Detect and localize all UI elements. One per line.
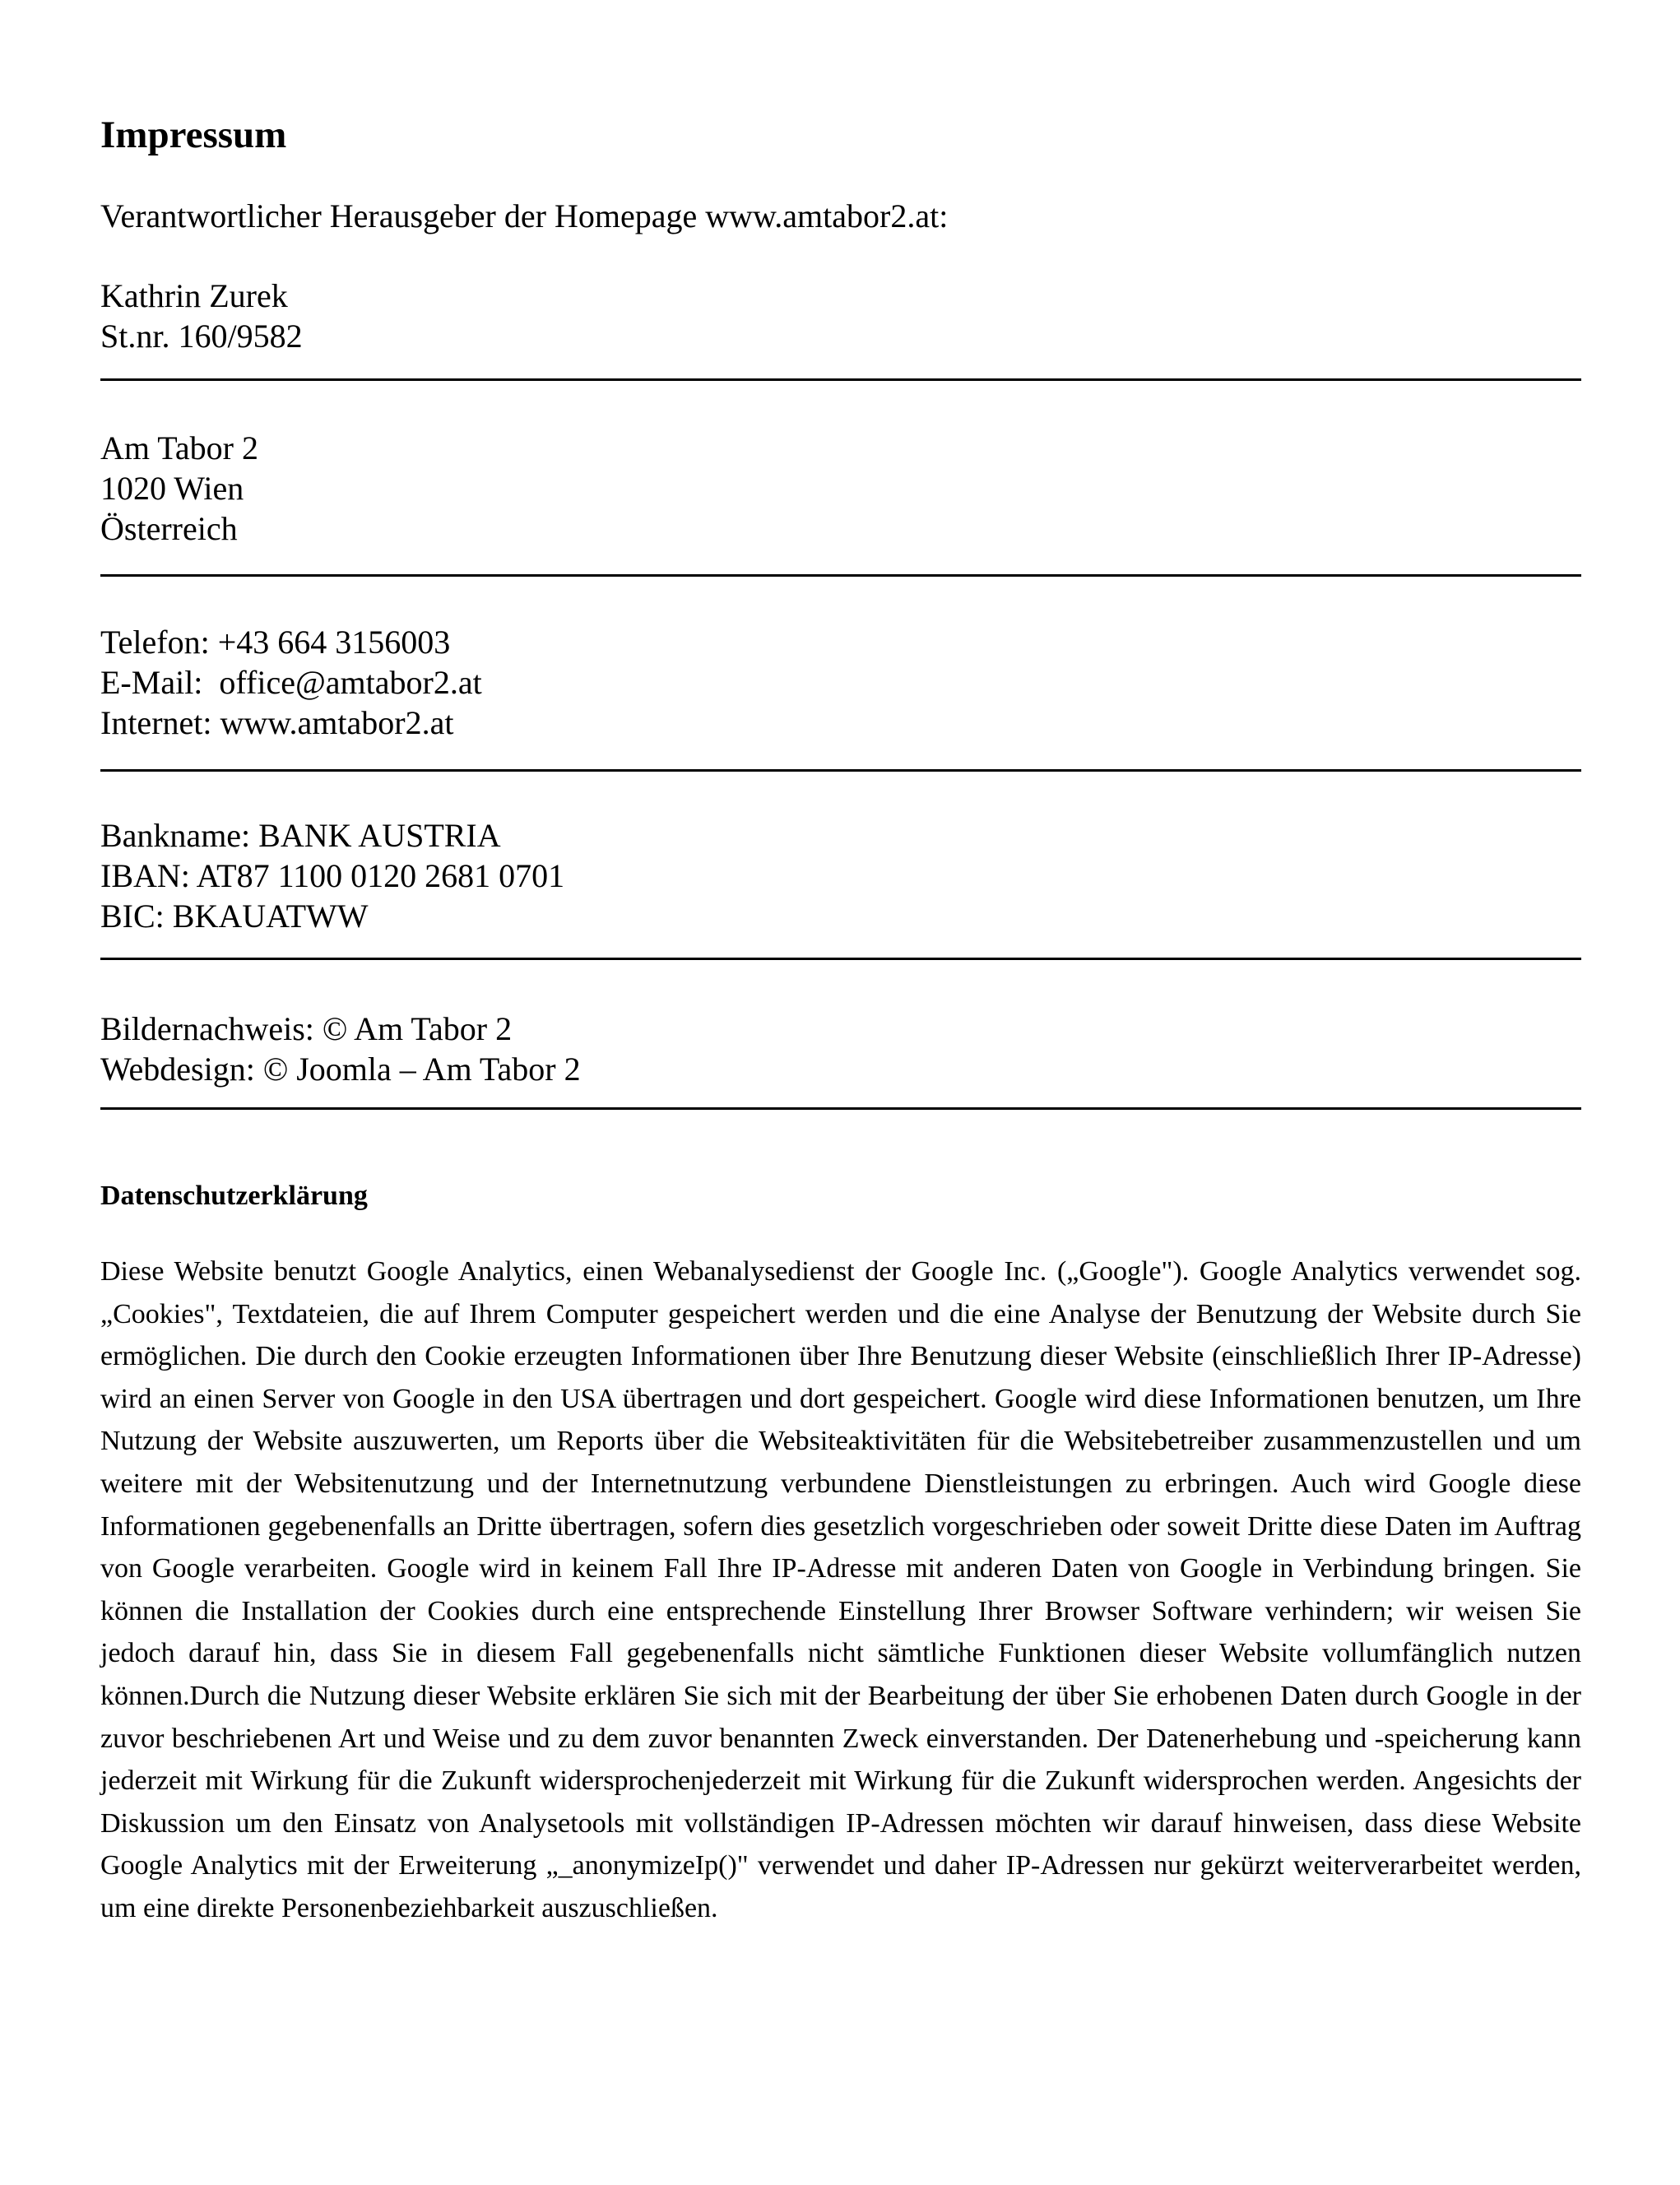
bank-iban: IBAN: AT87 1100 0120 2681 0701 xyxy=(100,857,565,894)
contact-email: E-Mail: office@amtabor2.at xyxy=(100,664,482,701)
tax-number: St.nr. 160/9582 xyxy=(100,318,303,355)
page-title: Impressum xyxy=(100,114,287,156)
divider xyxy=(100,958,1581,960)
bank-bic: BIC: BKAUATWW xyxy=(100,898,369,935)
divider xyxy=(100,769,1581,772)
credits-block xyxy=(100,1009,581,1089)
contact-block xyxy=(100,622,482,743)
address-country: Österreich xyxy=(100,510,238,547)
publisher-intro: Verantwortlicher Herausgeber der Homepage www.amtabor2.at: xyxy=(100,197,949,234)
image-credits: Bildernachweis: © Am Tabor 2 xyxy=(100,1010,513,1047)
owner-name: Kathrin Zurek xyxy=(100,277,288,314)
contact-internet: Internet: www.amtabor2.at xyxy=(100,704,454,741)
webdesign-credits: Webdesign: © Joomla – Am Tabor 2 xyxy=(100,1051,581,1088)
divider xyxy=(100,378,1581,381)
bank-block xyxy=(100,815,564,936)
address-street: Am Tabor 2 xyxy=(100,429,258,466)
privacy-heading: Datenschutzerklärung xyxy=(100,1181,368,1211)
divider xyxy=(100,574,1581,577)
address-city: 1020 Wien xyxy=(100,470,244,507)
bank-name: Bankname: BANK AUSTRIA xyxy=(100,817,501,854)
contact-phone: Telefon: +43 664 3156003 xyxy=(100,624,451,661)
divider xyxy=(100,1107,1581,1110)
owner-block xyxy=(100,276,303,356)
privacy-text: Diese Website benutzt Google Analytics, einen Webanalysedienst der Google Inc. („Google"). Google Analytics verwendet sog. „Cookies", Textdateien, die auf Ihrem Computer gespeichert werden und die eine Analyse der Benutzung der Website durch Sie ermöglichen. Die durch den Cookie erzeugten Informationen über Ihre Benutzung dieser Website (einschließlich Ihrer IP-Adresse) wird an einen Server von Google in den USA übertragen und dort gespeichert. Google wird diese Informationen benutzen, um Ihre Nutzung der Website auszuwerten, um Reports über die Websiteaktivitäten für die Websitebetreiber zusammenzustellen und um weitere mit der Websitenutzung und der Internetnutzung verbundene Dienstleistungen zu erbringen. Auch wird Google diese Informationen gegebenenfalls an Dritte übertragen, sofern dies gesetzlich vorgeschrieben oder soweit Dritte diese Daten im Auftrag von Google verarbeiten. Google wird in keinem Fall Ihre IP-Adresse mit anderen Daten von Google in Verbindung bringen. Sie können die Installation der Cookies durch eine entsprechende Einstellung Ihrer Browser Software verhindern; wir weisen Sie jedoch darauf hin, dass Sie in diesem Fall gegebenenfalls nicht sämtliche Funktionen dieser Website vollumfänglich nutzen können.Durch die Nutzung dieser Website erklären Sie sich mit der Bearbeitung der über Sie erhobenen Daten durch Google in der zuvor beschriebenen Art und Weise und zu dem zuvor benannten Zweck einverstanden. Der Datenerhebung und -speicherung kann jederzeit mit Wirkung für die Zukunft widersprochenjederzeit mit Wirkung für die Zukunft widersprochen werden. Angesichts der Diskussion um den Einsatz von Analysetools mit vollständigen IP-Adressen möchten wir darauf hinweisen, dass diese Website Google Analytics mit der Erweiterung „_anonymizeIp()" verwendet und daher IP-Adressen nur gekürzt weiterverarbeitet werden, um eine direkte Personenbeziehbarkeit auszuschließen. xyxy=(100,1256,1581,1923)
address-block xyxy=(100,428,258,549)
